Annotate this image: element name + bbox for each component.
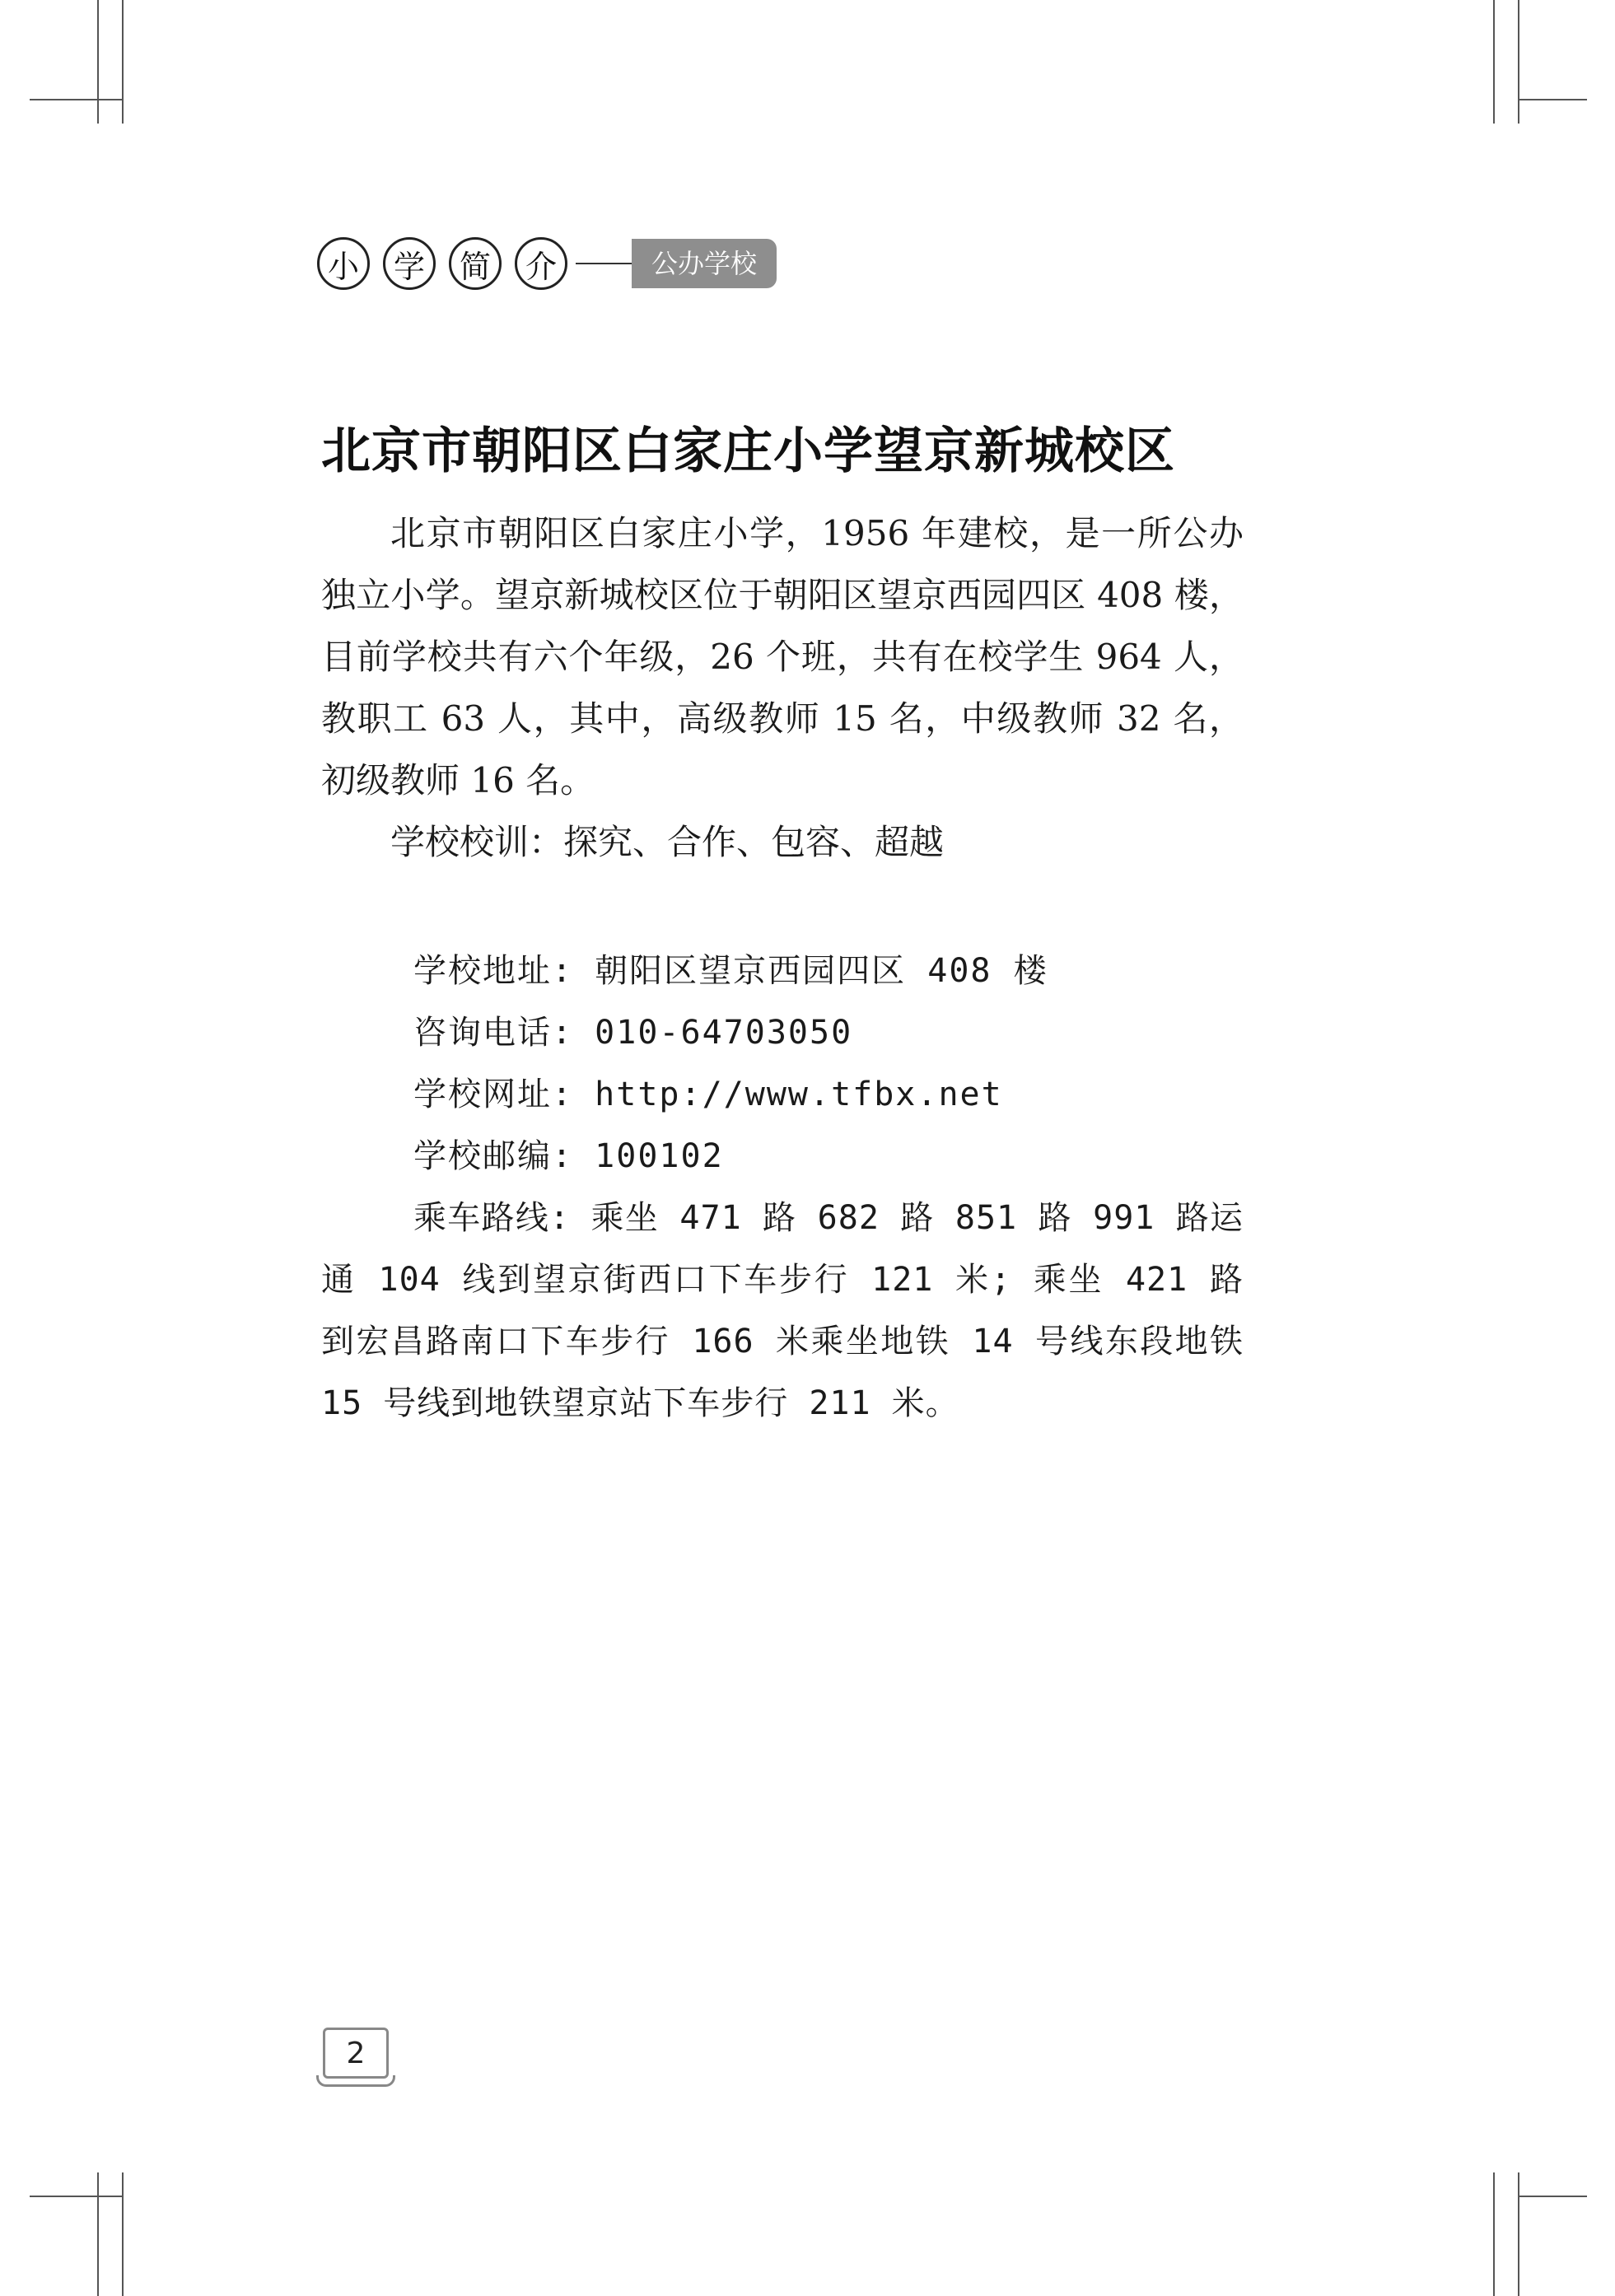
intro-section bbox=[321, 502, 1244, 873]
section-header bbox=[317, 235, 777, 292]
header-circle-char: 学 bbox=[383, 237, 436, 290]
route-paragraph: 乘车路线: 乘坐 471 路 682 路 851 路 991 路运通 104 线到望京街西口下车步行 121 米; 乘坐 421 路到宏昌路南口下车步行 166 米乘坐地铁 14 号线东段地铁 15 号线到地铁望京站下车步行 211 米。 bbox=[321, 1199, 1244, 1422]
website-line: 学校网址: http://www.tfbx.net bbox=[413, 1076, 1003, 1113]
crop-mark bbox=[97, 0, 99, 124]
crop-mark bbox=[122, 2172, 124, 2296]
address-line: 学校地址: 朝阳区望京西园四区 408 楼 bbox=[413, 952, 1048, 990]
intro-paragraph: 北京市朝阳区白家庄小学，1956 年建校，是一所公办独立小学。望京新城校区位于朝阳区望京西园四区 408 楼，目前学校共有六个年级，26 个班，共有在校学生 964 人，教职工 63 人，其中，高级教师 15 名，中级教师 32 名，初级教师 16 名。 bbox=[321, 513, 1244, 800]
header-circle-char: 小 bbox=[317, 237, 370, 290]
postcode-line: 学校邮编: 100102 bbox=[413, 1137, 724, 1175]
crop-mark bbox=[30, 2196, 122, 2197]
crop-mark bbox=[1493, 2172, 1495, 2296]
header-circle-char: 介 bbox=[515, 237, 567, 290]
crop-mark bbox=[1493, 0, 1495, 124]
crop-mark bbox=[122, 0, 124, 124]
phone-line: 咨询电话: 010-64703050 bbox=[413, 1014, 853, 1052]
page-title: 北京市朝阳区白家庄小学望京新城校区 bbox=[321, 422, 1175, 480]
crop-mark bbox=[1518, 0, 1519, 124]
crop-mark bbox=[1518, 99, 1587, 100]
header-circle-char: 简 bbox=[449, 237, 502, 290]
page-number: 2 bbox=[323, 2028, 389, 2079]
crop-mark bbox=[97, 2172, 99, 2296]
header-connector-line bbox=[576, 263, 632, 264]
motto-paragraph: 学校校训：探究、合作、包容、超越 bbox=[390, 822, 945, 862]
crop-mark bbox=[30, 99, 122, 100]
page-number-badge bbox=[316, 2028, 395, 2088]
category-tag: 公办学校 bbox=[632, 239, 777, 288]
crop-mark bbox=[1518, 2172, 1519, 2296]
crop-mark bbox=[1518, 2196, 1587, 2197]
